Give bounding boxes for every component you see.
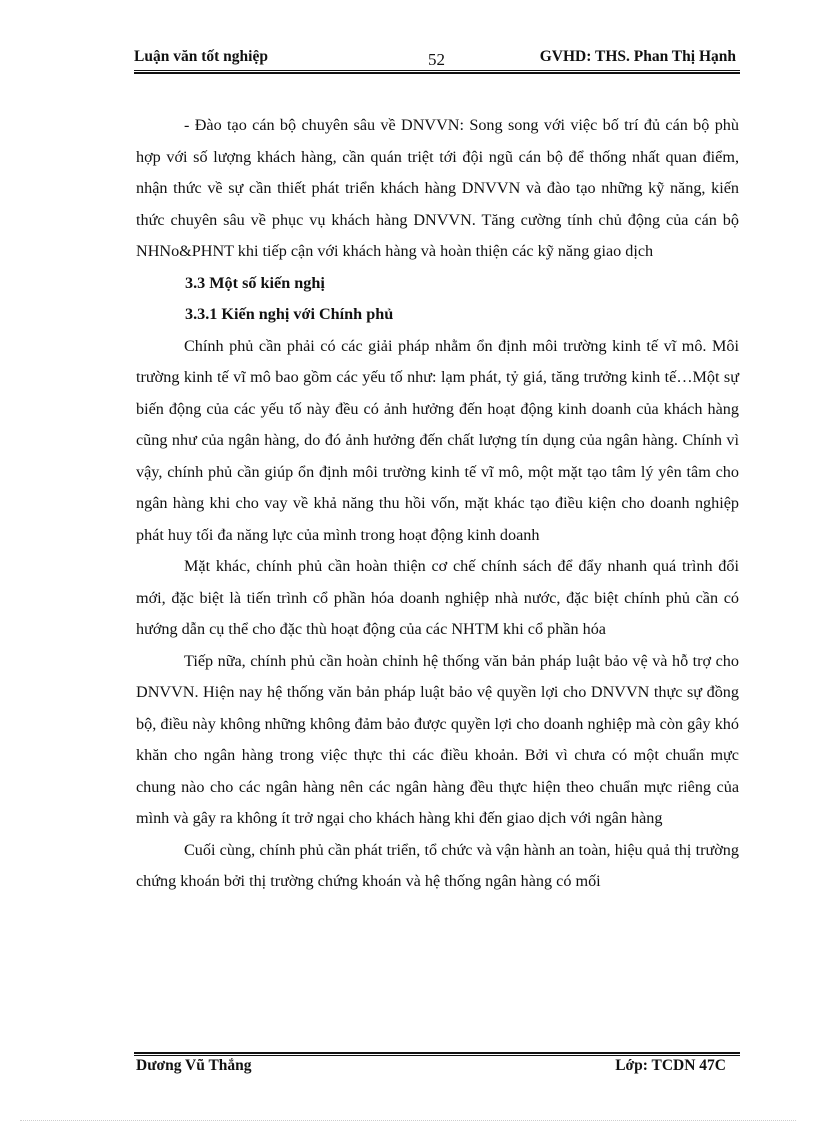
paragraph-legal-framework: Tiếp nữa, chính phủ cần hoàn chỉnh hệ thống văn bản pháp luật bảo vệ và hỗ trợ cho DNVVN. Hiện nay hệ thống văn bản pháp luật bảo vệ quyền lợi cho DNVVN thực sự đồng bộ, điều này không những không đảm bảo được quyền lợi cho doanh nghiệp mà còn gây khó khăn cho ngân hàng trong việc thực thi các điều khoản. Bởi vì chưa có một chuẩn mực chung nào cho các ngân hàng nên các ngân hàng đều thực hiện theo chuẩn mực riêng của mình và gây ra không ít trở ngại cho khách hàng khi đến giao dịch với ngân hàng (136, 651, 739, 827)
paragraph-training: - Đào tạo cán bộ chuyên sâu về DNVVN: Song song với việc bố trí đủ cán bộ phù hợp với số lượng khách hàng, cần quán triệt tới đội ngũ cán bộ để thống nhất quan điểm, nhận thức về sự cần thiết phát triển khách hàng DNVVN và đào tạo những kỹ năng, kiến thức chuyên sâu về phục vụ khách hàng DNVVN. Tăng cường tính chủ động của cán bộ NHNo&PHNT khi tiếp cận với khách hàng và hoàn thiện các kỹ năng giao dịch (136, 116, 739, 260)
class-label: Lớp: TCDN 47C (615, 1057, 726, 1074)
paragraph-stock-market: Cuối cùng, chính phủ cần phát triển, tổ chức và vận hành an toàn, hiệu quả thị trường chứng khoán bởi thị trường chứng khoán và hệ thống ngân hàng có mối (136, 840, 739, 890)
paragraph-policy-reform: Mặt khác, chính phủ cần hoàn thiện cơ chế chính sách để đẩy nhanh quá trình đổi mới, đặc biệt là tiến trình cổ phần hóa doanh nghiệp nhà nước, đặc biệt chính phủ cần có hướng dẫn cụ thể cho đặc thù hoạt động của các NHTM khi cổ phần hóa (136, 557, 739, 638)
page-header (134, 48, 740, 70)
footer-rule (134, 1052, 740, 1056)
section-heading: 3.3 Một số kiến nghị (185, 273, 325, 292)
document-body (136, 110, 739, 898)
paragraph-macro-stability: Chính phủ cần phải có các giải pháp nhằm ổn định môi trường kinh tế vĩ mô. Môi trường kinh tế vĩ mô bao gồm các yếu tố như: lạm phát, tỷ giá, tăng trưởng kinh tế…Một sự biến động của các yếu tố này đều có ảnh hưởng đến hoạt động kinh doanh của khách hàng cũng như của ngân hàng, do đó ảnh hưởng đến chất lượng tín dụng của ngân hàng. Chính vì vậy, chính phủ cần giúp ổn định môi trường kinh tế vĩ mô, một mặt tạo tâm lý yên tâm cho ngân hàng khi cho vay về khả năng thu hồi vốn, mặt khác tạo điều kiện cho doanh nghiệp phát huy tối đa năng lực của mình trong hoạt động kinh doanh (136, 336, 739, 544)
advisor-label: GVHD: THS. Phan Thị Hạnh (539, 48, 736, 65)
author-name: Dương Vũ Thắng (136, 1057, 252, 1074)
thesis-label: Luận văn tốt nghiệp (134, 48, 268, 65)
page-number: 52 (428, 50, 445, 69)
page-edge-divider (20, 1120, 796, 1121)
subsection-heading: 3.3.1 Kiến nghị với Chính phủ (185, 305, 394, 323)
page-footer (134, 1057, 740, 1079)
header-rule (134, 70, 740, 74)
